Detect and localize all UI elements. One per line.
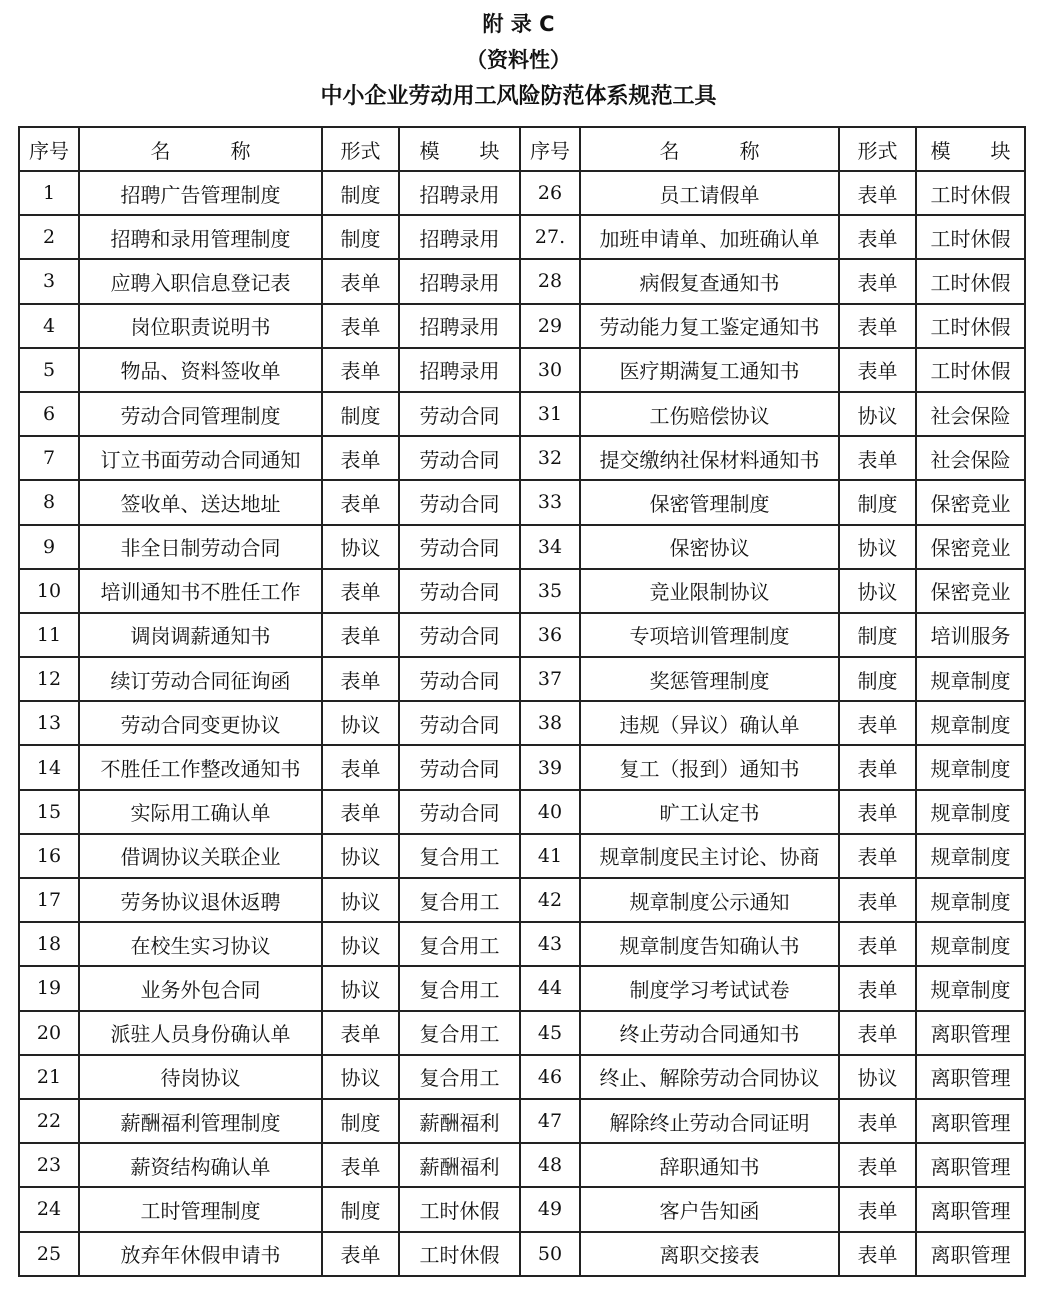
cell-name: 辞职通知书 <box>580 1143 839 1187</box>
col-header-form: 形式 <box>839 127 916 171</box>
cell-module: 劳动合同 <box>399 701 520 745</box>
cell-name: 招聘和录用管理制度 <box>79 215 322 259</box>
cell-module: 工时休假 <box>399 1232 520 1276</box>
cell-module: 离职管理 <box>916 1011 1025 1055</box>
cell-module: 社会保险 <box>916 392 1025 436</box>
cell-module: 离职管理 <box>916 1143 1025 1187</box>
cell-form: 制度 <box>322 1099 399 1143</box>
cell-index: 34 <box>520 525 580 569</box>
cell-form: 表单 <box>839 1232 916 1276</box>
cell-module: 招聘录用 <box>399 171 520 215</box>
cell-module: 复合用工 <box>399 1055 520 1099</box>
table-row <box>19 1099 1025 1143</box>
cell-index: 16 <box>19 834 79 878</box>
cell-name: 岗位职责说明书 <box>79 304 322 348</box>
cell-index: 5 <box>19 348 79 392</box>
cell-module: 离职管理 <box>916 1099 1025 1143</box>
cell-form: 表单 <box>322 480 399 524</box>
table-row <box>19 878 1025 922</box>
cell-name: 旷工认定书 <box>580 790 839 834</box>
cell-index: 25 <box>19 1232 79 1276</box>
cell-index: 49 <box>520 1187 580 1231</box>
cell-name: 劳动能力复工鉴定通知书 <box>580 304 839 348</box>
cell-form: 协议 <box>839 525 916 569</box>
cell-module: 复合用工 <box>399 966 520 1010</box>
col-header-module: 模 块 <box>916 127 1025 171</box>
cell-form: 协议 <box>839 392 916 436</box>
cell-form: 表单 <box>839 834 916 878</box>
cell-index: 39 <box>520 745 580 789</box>
col-header-name: 名 称 <box>580 127 839 171</box>
cell-form: 表单 <box>322 436 399 480</box>
cell-form: 表单 <box>839 171 916 215</box>
cell-form: 制度 <box>839 480 916 524</box>
cell-index: 32 <box>520 436 580 480</box>
cell-module: 工时休假 <box>916 259 1025 303</box>
table-row <box>19 392 1025 436</box>
cell-name: 规章制度公示通知 <box>580 878 839 922</box>
cell-index: 21 <box>19 1055 79 1099</box>
cell-module: 劳动合同 <box>399 745 520 789</box>
cell-index: 18 <box>19 922 79 966</box>
cell-name: 制度学习考试试卷 <box>580 966 839 1010</box>
cell-form: 表单 <box>322 790 399 834</box>
cell-name: 保密管理制度 <box>580 480 839 524</box>
cell-module: 招聘录用 <box>399 304 520 348</box>
cell-module: 复合用工 <box>399 834 520 878</box>
cell-module: 社会保险 <box>916 436 1025 480</box>
cell-index: 33 <box>520 480 580 524</box>
cell-form: 制度 <box>322 1187 399 1231</box>
cell-form: 表单 <box>839 790 916 834</box>
cell-index: 1 <box>19 171 79 215</box>
cell-name: 医疗期满复工通知书 <box>580 348 839 392</box>
cell-module: 劳动合同 <box>399 480 520 524</box>
cell-index: 50 <box>520 1232 580 1276</box>
cell-form: 表单 <box>322 304 399 348</box>
cell-module: 劳动合同 <box>399 525 520 569</box>
cell-index: 36 <box>520 613 580 657</box>
cell-form: 协议 <box>322 525 399 569</box>
table-row <box>19 834 1025 878</box>
cell-module: 工时休假 <box>399 1187 520 1231</box>
cell-index: 3 <box>19 259 79 303</box>
cell-name: 奖惩管理制度 <box>580 657 839 701</box>
col-header-index: 序号 <box>520 127 580 171</box>
cell-name: 订立书面劳动合同通知 <box>79 436 322 480</box>
cell-form: 表单 <box>322 1011 399 1055</box>
cell-form: 协议 <box>322 701 399 745</box>
cell-form: 协议 <box>322 878 399 922</box>
cell-form: 制度 <box>839 613 916 657</box>
cell-name: 劳务协议退休返聘 <box>79 878 322 922</box>
cell-form: 制度 <box>322 215 399 259</box>
cell-module: 招聘录用 <box>399 215 520 259</box>
cell-form: 表单 <box>839 304 916 348</box>
cell-form: 制度 <box>322 392 399 436</box>
cell-form: 协议 <box>322 1055 399 1099</box>
cell-index: 2 <box>19 215 79 259</box>
cell-name: 培训通知书不胜任工作 <box>79 569 322 613</box>
cell-index: 43 <box>520 922 580 966</box>
cell-index: 4 <box>19 304 79 348</box>
cell-module: 离职管理 <box>916 1187 1025 1231</box>
cell-form: 表单 <box>839 745 916 789</box>
cell-module: 工时休假 <box>916 304 1025 348</box>
cell-name: 客户告知函 <box>580 1187 839 1231</box>
cell-index: 17 <box>19 878 79 922</box>
cell-index: 10 <box>19 569 79 613</box>
cell-name: 终止劳动合同通知书 <box>580 1011 839 1055</box>
table-row <box>19 745 1025 789</box>
cell-index: 30 <box>520 348 580 392</box>
cell-form: 表单 <box>322 1232 399 1276</box>
cell-module: 工时休假 <box>916 215 1025 259</box>
table-row <box>19 525 1025 569</box>
cell-index: 7 <box>19 436 79 480</box>
cell-module: 劳动合同 <box>399 613 520 657</box>
cell-module: 规章制度 <box>916 701 1025 745</box>
cell-name: 专项培训管理制度 <box>580 613 839 657</box>
cell-form: 表单 <box>839 878 916 922</box>
cell-name: 规章制度民主讨论、协商 <box>580 834 839 878</box>
cell-form: 制度 <box>839 657 916 701</box>
cell-index: 20 <box>19 1011 79 1055</box>
cell-name: 放弃年休假申请书 <box>79 1232 322 1276</box>
cell-index: 47 <box>520 1099 580 1143</box>
cell-form: 表单 <box>839 259 916 303</box>
table-row <box>19 966 1025 1010</box>
cell-form: 表单 <box>322 657 399 701</box>
cell-name: 签收单、送达地址 <box>79 480 322 524</box>
cell-module: 规章制度 <box>916 966 1025 1010</box>
cell-form: 协议 <box>322 922 399 966</box>
appendix-nature: （资料性） <box>466 48 571 72</box>
cell-module: 离职管理 <box>916 1055 1025 1099</box>
cell-form: 表单 <box>839 966 916 1010</box>
cell-index: 28 <box>520 259 580 303</box>
cell-name: 在校生实习协议 <box>79 922 322 966</box>
cell-form: 协议 <box>839 1055 916 1099</box>
cell-form: 表单 <box>322 745 399 789</box>
col-header-module: 模 块 <box>399 127 520 171</box>
cell-form: 制度 <box>322 171 399 215</box>
cell-name: 复工（报到）通知书 <box>580 745 839 789</box>
cell-name: 薪酬福利管理制度 <box>79 1099 322 1143</box>
cell-index: 46 <box>520 1055 580 1099</box>
cell-module: 劳动合同 <box>399 436 520 480</box>
cell-index: 26 <box>520 171 580 215</box>
cell-name: 加班申请单、加班确认单 <box>580 215 839 259</box>
cell-module: 工时休假 <box>916 348 1025 392</box>
cell-name: 离职交接表 <box>580 1232 839 1276</box>
table-row <box>19 1055 1025 1099</box>
cell-form: 协议 <box>322 834 399 878</box>
table-row <box>19 215 1025 259</box>
cell-name: 保密协议 <box>580 525 839 569</box>
cell-index: 22 <box>19 1099 79 1143</box>
cell-name: 竞业限制协议 <box>580 569 839 613</box>
header-row <box>19 127 1025 171</box>
table-row <box>19 171 1025 215</box>
cell-form: 协议 <box>839 569 916 613</box>
cell-name: 员工请假单 <box>580 171 839 215</box>
cell-module: 复合用工 <box>399 878 520 922</box>
appendix-label: 附 录 C <box>482 12 555 36</box>
cell-index: 29 <box>520 304 580 348</box>
cell-index: 31 <box>520 392 580 436</box>
cell-module: 招聘录用 <box>399 259 520 303</box>
cell-name: 终止、解除劳动合同协议 <box>580 1055 839 1099</box>
cell-form: 表单 <box>839 701 916 745</box>
tools-table <box>18 126 1026 1277</box>
cell-module: 规章制度 <box>916 790 1025 834</box>
cell-name: 实际用工确认单 <box>79 790 322 834</box>
cell-name: 借调协议关联企业 <box>79 834 322 878</box>
table-row <box>19 1187 1025 1231</box>
cell-name: 劳动合同变更协议 <box>79 701 322 745</box>
cell-index: 41 <box>520 834 580 878</box>
cell-module: 工时休假 <box>916 171 1025 215</box>
table-row <box>19 613 1025 657</box>
cell-name: 非全日制劳动合同 <box>79 525 322 569</box>
table-row <box>19 1232 1025 1276</box>
cell-index: 13 <box>19 701 79 745</box>
cell-module: 保密竞业 <box>916 569 1025 613</box>
cell-form: 表单 <box>322 259 399 303</box>
cell-name: 病假复查通知书 <box>580 259 839 303</box>
cell-module: 保密竞业 <box>916 480 1025 524</box>
cell-name: 招聘广告管理制度 <box>79 171 322 215</box>
table-row <box>19 701 1025 745</box>
cell-form: 表单 <box>322 348 399 392</box>
cell-index: 8 <box>19 480 79 524</box>
cell-name: 续订劳动合同征询函 <box>79 657 322 701</box>
cell-index: 27. <box>520 215 580 259</box>
cell-module: 离职管理 <box>916 1232 1025 1276</box>
cell-form: 表单 <box>839 1099 916 1143</box>
cell-module: 培训服务 <box>916 613 1025 657</box>
table-row <box>19 259 1025 303</box>
cell-index: 40 <box>520 790 580 834</box>
cell-name: 业务外包合同 <box>79 966 322 1010</box>
cell-name: 应聘入职信息登记表 <box>79 259 322 303</box>
cell-module: 劳动合同 <box>399 392 520 436</box>
cell-form: 表单 <box>839 215 916 259</box>
cell-form: 协议 <box>322 966 399 1010</box>
cell-name: 提交缴纳社保材料通知书 <box>580 436 839 480</box>
cell-index: 44 <box>520 966 580 1010</box>
cell-name: 派驻人员身份确认单 <box>79 1011 322 1055</box>
cell-index: 42 <box>520 878 580 922</box>
cell-name: 不胜任工作整改通知书 <box>79 745 322 789</box>
cell-name: 调岗调薪通知书 <box>79 613 322 657</box>
cell-name: 规章制度告知确认书 <box>580 922 839 966</box>
table-row <box>19 922 1025 966</box>
cell-form: 表单 <box>839 436 916 480</box>
cell-name: 工时管理制度 <box>79 1187 322 1231</box>
cell-name: 违规（异议）确认单 <box>580 701 839 745</box>
cell-index: 15 <box>19 790 79 834</box>
cell-index: 24 <box>19 1187 79 1231</box>
col-header-form: 形式 <box>322 127 399 171</box>
cell-index: 45 <box>520 1011 580 1055</box>
table-row <box>19 657 1025 701</box>
cell-module: 规章制度 <box>916 834 1025 878</box>
table-row <box>19 1011 1025 1055</box>
cell-name: 薪资结构确认单 <box>79 1143 322 1187</box>
cell-module: 规章制度 <box>916 922 1025 966</box>
cell-module: 劳动合同 <box>399 657 520 701</box>
cell-module: 劳动合同 <box>399 569 520 613</box>
cell-index: 12 <box>19 657 79 701</box>
cell-index: 38 <box>520 701 580 745</box>
cell-form: 表单 <box>839 1011 916 1055</box>
document-title: 中小企业劳动用工风险防范体系规范工具 <box>320 84 717 109</box>
cell-index: 37 <box>520 657 580 701</box>
cell-module: 薪酬福利 <box>399 1143 520 1187</box>
table-row <box>19 348 1025 392</box>
cell-index: 14 <box>19 745 79 789</box>
cell-form: 表单 <box>839 922 916 966</box>
cell-module: 招聘录用 <box>399 348 520 392</box>
cell-module: 规章制度 <box>916 878 1025 922</box>
table-row <box>19 480 1025 524</box>
cell-index: 6 <box>19 392 79 436</box>
cell-module: 保密竞业 <box>916 525 1025 569</box>
cell-module: 复合用工 <box>399 1011 520 1055</box>
cell-index: 9 <box>19 525 79 569</box>
cell-index: 23 <box>19 1143 79 1187</box>
cell-form: 表单 <box>839 1143 916 1187</box>
table-row <box>19 1143 1025 1187</box>
cell-module: 劳动合同 <box>399 790 520 834</box>
cell-index: 19 <box>19 966 79 1010</box>
cell-name: 物品、资料签收单 <box>79 348 322 392</box>
cell-module: 复合用工 <box>399 922 520 966</box>
cell-name: 解除终止劳动合同证明 <box>580 1099 839 1143</box>
cell-index: 11 <box>19 613 79 657</box>
col-header-name: 名 称 <box>79 127 322 171</box>
cell-form: 表单 <box>322 1143 399 1187</box>
cell-index: 48 <box>520 1143 580 1187</box>
cell-form: 表单 <box>322 569 399 613</box>
cell-module: 规章制度 <box>916 657 1025 701</box>
table-row <box>19 790 1025 834</box>
cell-form: 表单 <box>839 348 916 392</box>
cell-module: 规章制度 <box>916 745 1025 789</box>
cell-form: 表单 <box>322 613 399 657</box>
table-row <box>19 569 1025 613</box>
cell-name: 待岗协议 <box>79 1055 322 1099</box>
table-row <box>19 304 1025 348</box>
cell-name: 劳动合同管理制度 <box>79 392 322 436</box>
table-row <box>19 436 1025 480</box>
cell-form: 表单 <box>839 1187 916 1231</box>
cell-index: 35 <box>520 569 580 613</box>
cell-module: 薪酬福利 <box>399 1099 520 1143</box>
col-header-index: 序号 <box>19 127 79 171</box>
cell-name: 工伤赔偿协议 <box>580 392 839 436</box>
